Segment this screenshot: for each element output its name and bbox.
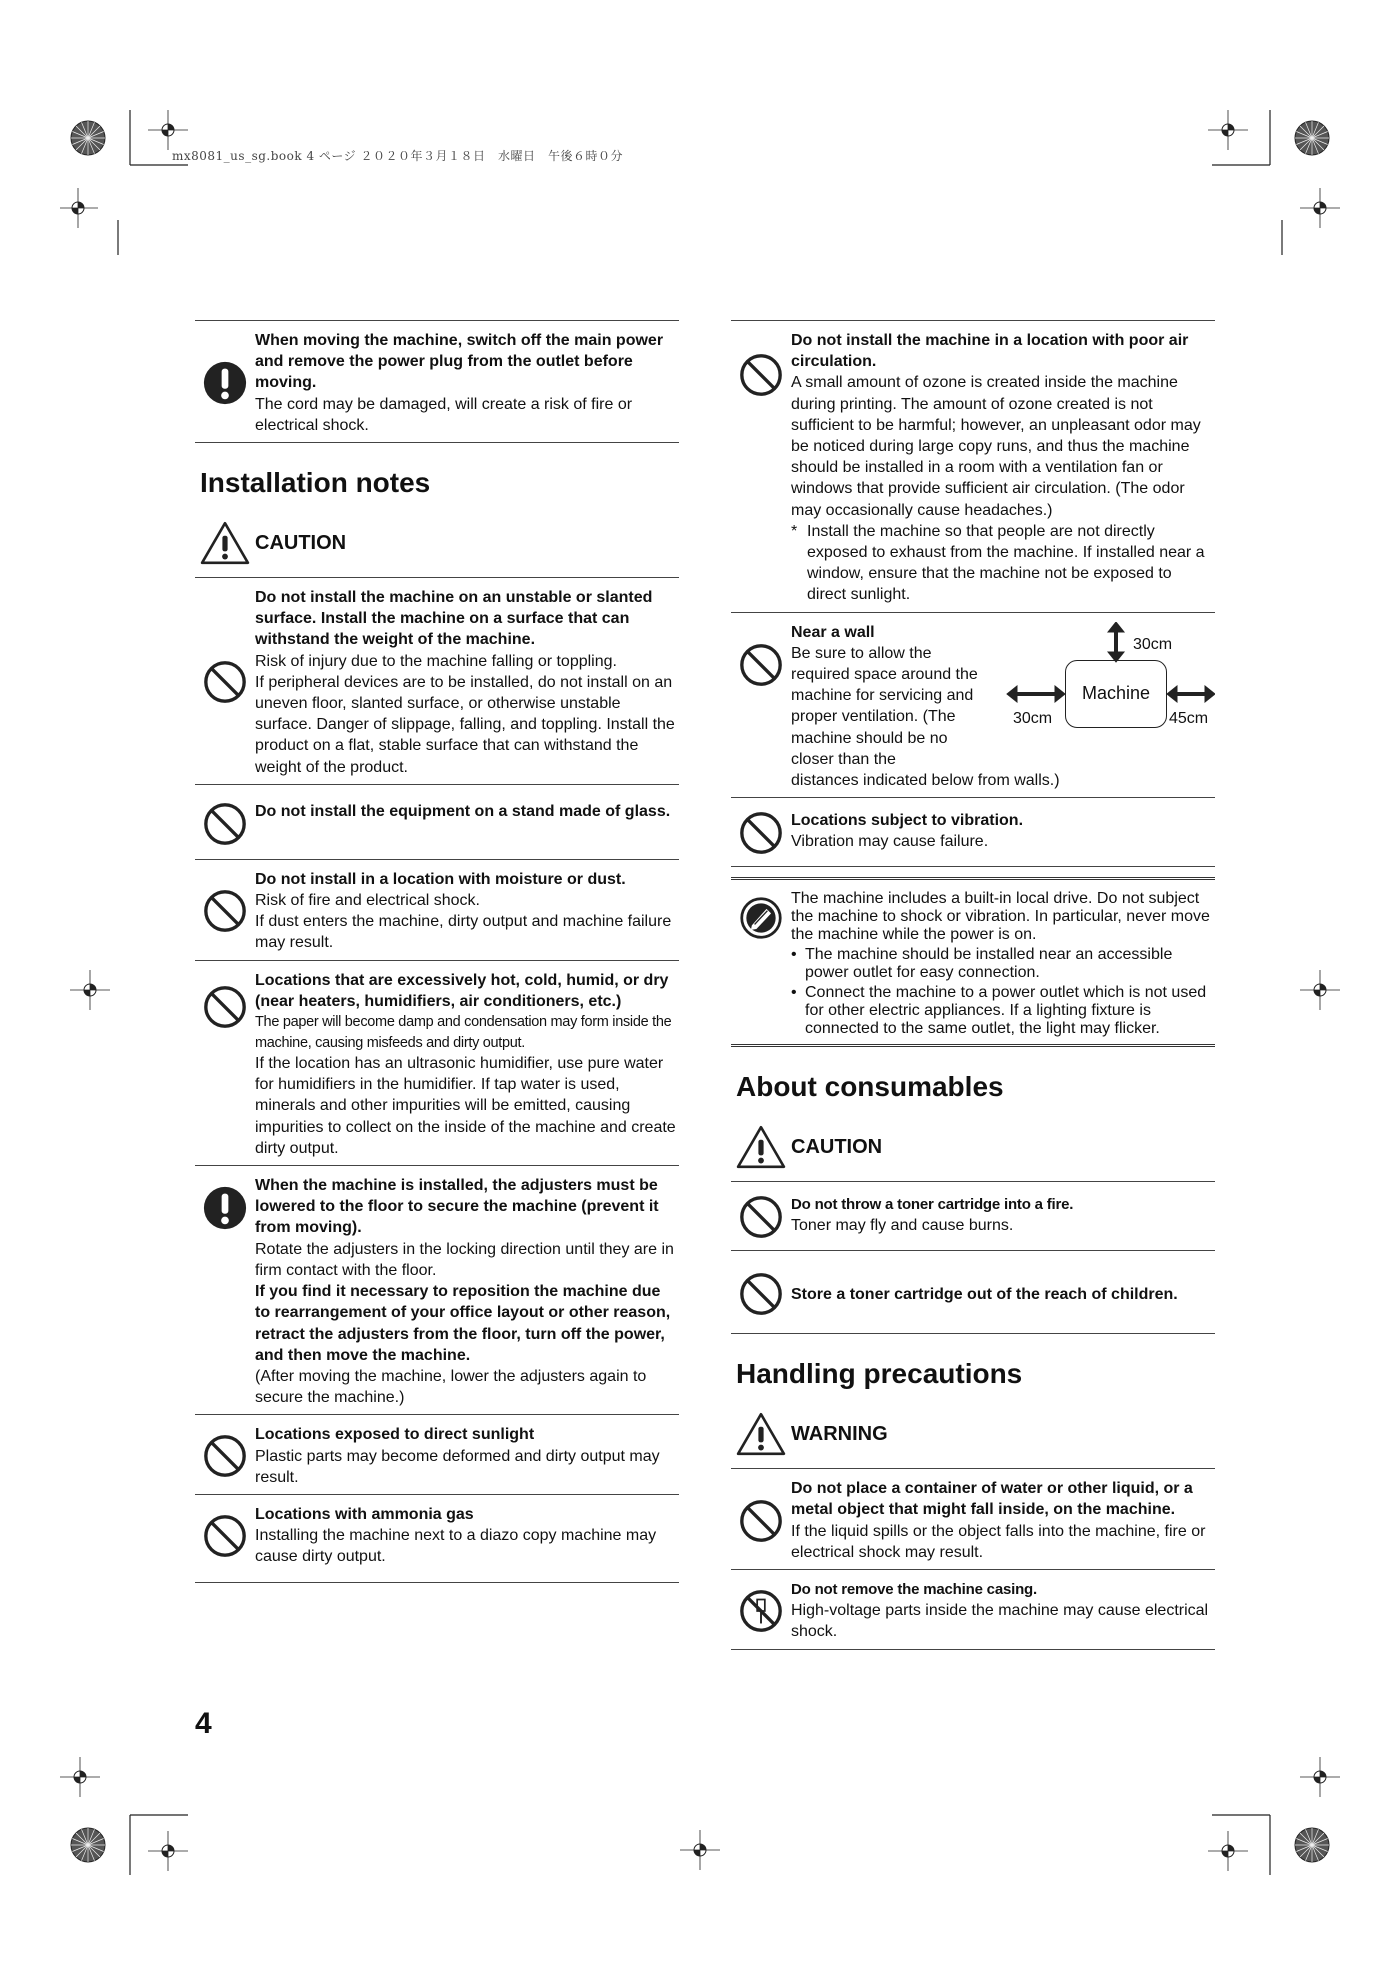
- entry-text: Be sure to allow the required space around the machine for servicing and proper ventilation. (The machine should be no closer than the: [791, 644, 978, 768]
- entry-liquid-container: [731, 1468, 1215, 1569]
- entry-bold: Locations subject to vibration.: [791, 812, 1024, 830]
- prohibited-icon: [202, 984, 248, 1030]
- section-title-about-consumables: About consumables: [736, 1071, 1004, 1103]
- entry-glass-stand: [195, 784, 679, 859]
- warning-triangle-icon: [736, 1411, 786, 1457]
- prohibited-icon: [738, 1271, 784, 1317]
- entry-text: Toner may fly and cause burns.: [791, 1217, 1014, 1235]
- section-title-installation-notes: Installation notes: [200, 467, 431, 499]
- entry-bold: Do not install the machine on an unstable or slanted surface. Install the machine on a surface that can withstand the weight of the machine.: [255, 589, 653, 649]
- prohibited-icon: [202, 1433, 248, 1479]
- severity-label: WARNING: [791, 1422, 888, 1445]
- prohibited-icon: [738, 1498, 784, 1544]
- crop-mark-mid-right: [1290, 950, 1350, 1030]
- entry-hot-cold-humid: [195, 960, 679, 1165]
- entry-bold: Store a toner cartridge out of the reach of children.: [791, 1285, 1178, 1303]
- local-drive-note: [731, 877, 1215, 1047]
- machine-box: [1065, 660, 1167, 728]
- clearance-left-label: 30cm: [1013, 709, 1053, 727]
- prohibited-icon: [202, 1513, 248, 1559]
- note-bullet: [791, 984, 1215, 1038]
- near-wall-block: [791, 622, 1215, 770]
- entry-bold: Do not throw a toner cartridge into a fire.: [791, 1196, 1074, 1214]
- note-pencil-icon: [739, 896, 783, 940]
- machine-label: Machine: [1081, 683, 1151, 704]
- no-disassembly-icon: [738, 1588, 784, 1634]
- entry-bold: When moving the machine, switch off the main power and remove the power plug from the outlet before moving.: [255, 332, 664, 392]
- entry-bold: Locations exposed to direct sunlight: [255, 1426, 535, 1444]
- entry-text: Plastic parts may become deformed and dirty output may result.: [255, 1447, 660, 1486]
- entry-bold: Locations with ammonia gas: [255, 1505, 474, 1523]
- severity-label: CAUTION: [791, 1135, 883, 1158]
- entry-machine-casing: [731, 1569, 1215, 1650]
- caution-header: [195, 519, 679, 567]
- page-number: 4: [195, 1707, 212, 1740]
- entry-text: Vibration may cause failure.: [791, 833, 989, 851]
- note-bullet: [791, 946, 1215, 982]
- entry-toner-fire: [731, 1181, 1215, 1250]
- severity-label: CAUTION: [255, 531, 347, 554]
- warning-header: [731, 1410, 1215, 1458]
- entry-bold: Do not install the machine in a location with poor air circulation.: [791, 332, 1189, 371]
- entry-text: distances indicated below from walls.): [791, 772, 1060, 790]
- prohibited-icon: [738, 810, 784, 856]
- entry-text: The cord may be damaged, will create a risk of fire or electrical shock.: [255, 395, 633, 434]
- entry-moving-machine: [195, 320, 679, 443]
- caution-header: [731, 1123, 1215, 1171]
- note-text: The machine includes a built-in local drive. Do not subject the machine to shock or vibration. In particular, never move the machine while the power is on.: [791, 890, 1210, 944]
- mandatory-icon: [202, 360, 248, 406]
- bullet-text: Connect the machine to a power outlet which is not used for other electric appliances. If a lighting fixture is connected to the same outlet, the light may flicker.: [805, 984, 1207, 1038]
- caution-triangle-icon: [736, 1124, 786, 1170]
- entry-ammonia-gas: [195, 1494, 679, 1583]
- entry-small-text: The paper will become damp and condensation may form inside the machine, causing misfeeds and dirty output.: [255, 1014, 672, 1051]
- crop-mark-mid-left: [60, 950, 120, 1030]
- entry-bold: Do not place a container of water or other liquid, or a metal object that might fall inside, on the machine.: [791, 1480, 1193, 1519]
- entry-adjusters: [195, 1165, 679, 1414]
- entry-vibration: [731, 797, 1215, 867]
- entry-bold: Do not remove the machine casing.: [791, 1581, 1037, 1599]
- entry-bold: Do not install in a location with moisture or dust.: [255, 870, 626, 888]
- left-column: [195, 320, 679, 1583]
- entry-bold: Near a wall: [791, 623, 875, 641]
- entry-text: High-voltage parts inside the machine may cause electrical shock.: [791, 1602, 1209, 1641]
- entry-bold: Do not install the equipment on a stand made of glass.: [255, 802, 671, 820]
- entry-text: If dust enters the machine, dirty output and machine failure may result.: [255, 913, 672, 952]
- entry-poor-air-circulation: [731, 320, 1215, 612]
- entry-text: A small amount of ozone is created inside the machine during printing. The amount of ozone created is not sufficient to be harmful; however, an unpleasant odor may be noticed during large copy runs, and thus the machine should be installed in a room with a ventilation fan or windows that provide sufficient air circulation. (The odor may occasionally cause headaches.): [791, 374, 1201, 519]
- crop-mark-top-left: [60, 110, 200, 260]
- entry-bold: If you find it necessary to reposition the machine due to rearrangement of your office layout or other reason, retract the adjusters from the floor, turn off the power, and then move the machine.: [255, 1283, 671, 1364]
- entry-text: If peripheral devices are to be installed, do not install on an uneven floor, slanted surface, or otherwise unstable surface. Danger of slippage, falling, and toppling. Install the product on a flat, stable surface that can withstand the weight of the product.: [255, 673, 675, 776]
- entry-text: If the location has an ultrasonic humidifier, use pure water for humidifiers in the humidifier. If tap water is used, minerals and other impurities will be emitted, causing impurities to collect on the inside of the machine and create dirty output.: [255, 1055, 676, 1157]
- asterisk-mark: *: [791, 522, 798, 540]
- section-title-handling-precautions: Handling precautions: [736, 1358, 1023, 1390]
- prohibited-icon: [738, 642, 784, 688]
- entry-unstable-surface: [195, 577, 679, 784]
- right-column: [731, 320, 1215, 1650]
- clearance-diagram: [1005, 622, 1215, 742]
- bullet-text: The machine should be installed near an accessible power outlet for easy connection.: [805, 946, 1173, 982]
- asterisk-note: [791, 521, 1215, 606]
- crop-mark-bottom-center: [660, 1820, 740, 1880]
- prohibited-icon: [202, 801, 248, 847]
- entry-near-wall: [731, 612, 1215, 798]
- entry-bold: Locations that are excessively hot, cold, humid, or dry (near heaters, humidifiers, air conditioners, etc.): [255, 971, 669, 1010]
- crop-mark-bottom-left: [60, 1735, 200, 1885]
- entry-text: Rotate the adjusters in the locking direction until they are in firm contact with the floor.: [255, 1240, 674, 1279]
- prohibited-icon: [738, 1194, 784, 1240]
- mandatory-icon: [202, 1185, 248, 1231]
- clearance-top-label: 30cm: [1133, 635, 1173, 653]
- entry-text: If the liquid spills or the object falls into the machine, fire or electrical shock may result.: [791, 1522, 1206, 1561]
- entry-text: (After moving the machine, lower the adjusters again to secure the machine.): [255, 1367, 647, 1407]
- entry-text: Risk of fire and electrical shock.: [255, 892, 480, 910]
- entry-moisture-dust: [195, 859, 679, 960]
- crop-mark-bottom-right: [1200, 1735, 1340, 1885]
- print-header-line: mx8081_us_sg.book 4 ページ ２０２０年３月１８日 水曜日 午後６時０分: [172, 149, 623, 163]
- caution-triangle-icon: [200, 520, 250, 566]
- entry-bold: When the machine is installed, the adjusters must be lowered to the floor to secure the machine (prevent it from moving).: [255, 1177, 659, 1237]
- bullet-mark: •: [791, 946, 797, 964]
- crop-mark-top-right: [1200, 110, 1340, 260]
- entry-text: Installing the machine next to a diazo copy machine may cause dirty output.: [255, 1527, 657, 1566]
- entry-direct-sunlight: [195, 1414, 679, 1494]
- prohibited-icon: [202, 888, 248, 934]
- entry-toner-children: [731, 1250, 1215, 1334]
- clearance-right-label: 45cm: [1169, 709, 1209, 727]
- prohibited-icon: [738, 352, 784, 398]
- bullet-mark: •: [791, 984, 797, 1002]
- note-text: Install the machine so that people are not directly exposed to exhaust from the machine. If installed near a window, ensure that the machine not be exposed to direct sunlight.: [807, 522, 1205, 604]
- prohibited-icon: [202, 659, 248, 705]
- entry-text: Risk of injury due to the machine falling or toppling.: [255, 652, 617, 670]
